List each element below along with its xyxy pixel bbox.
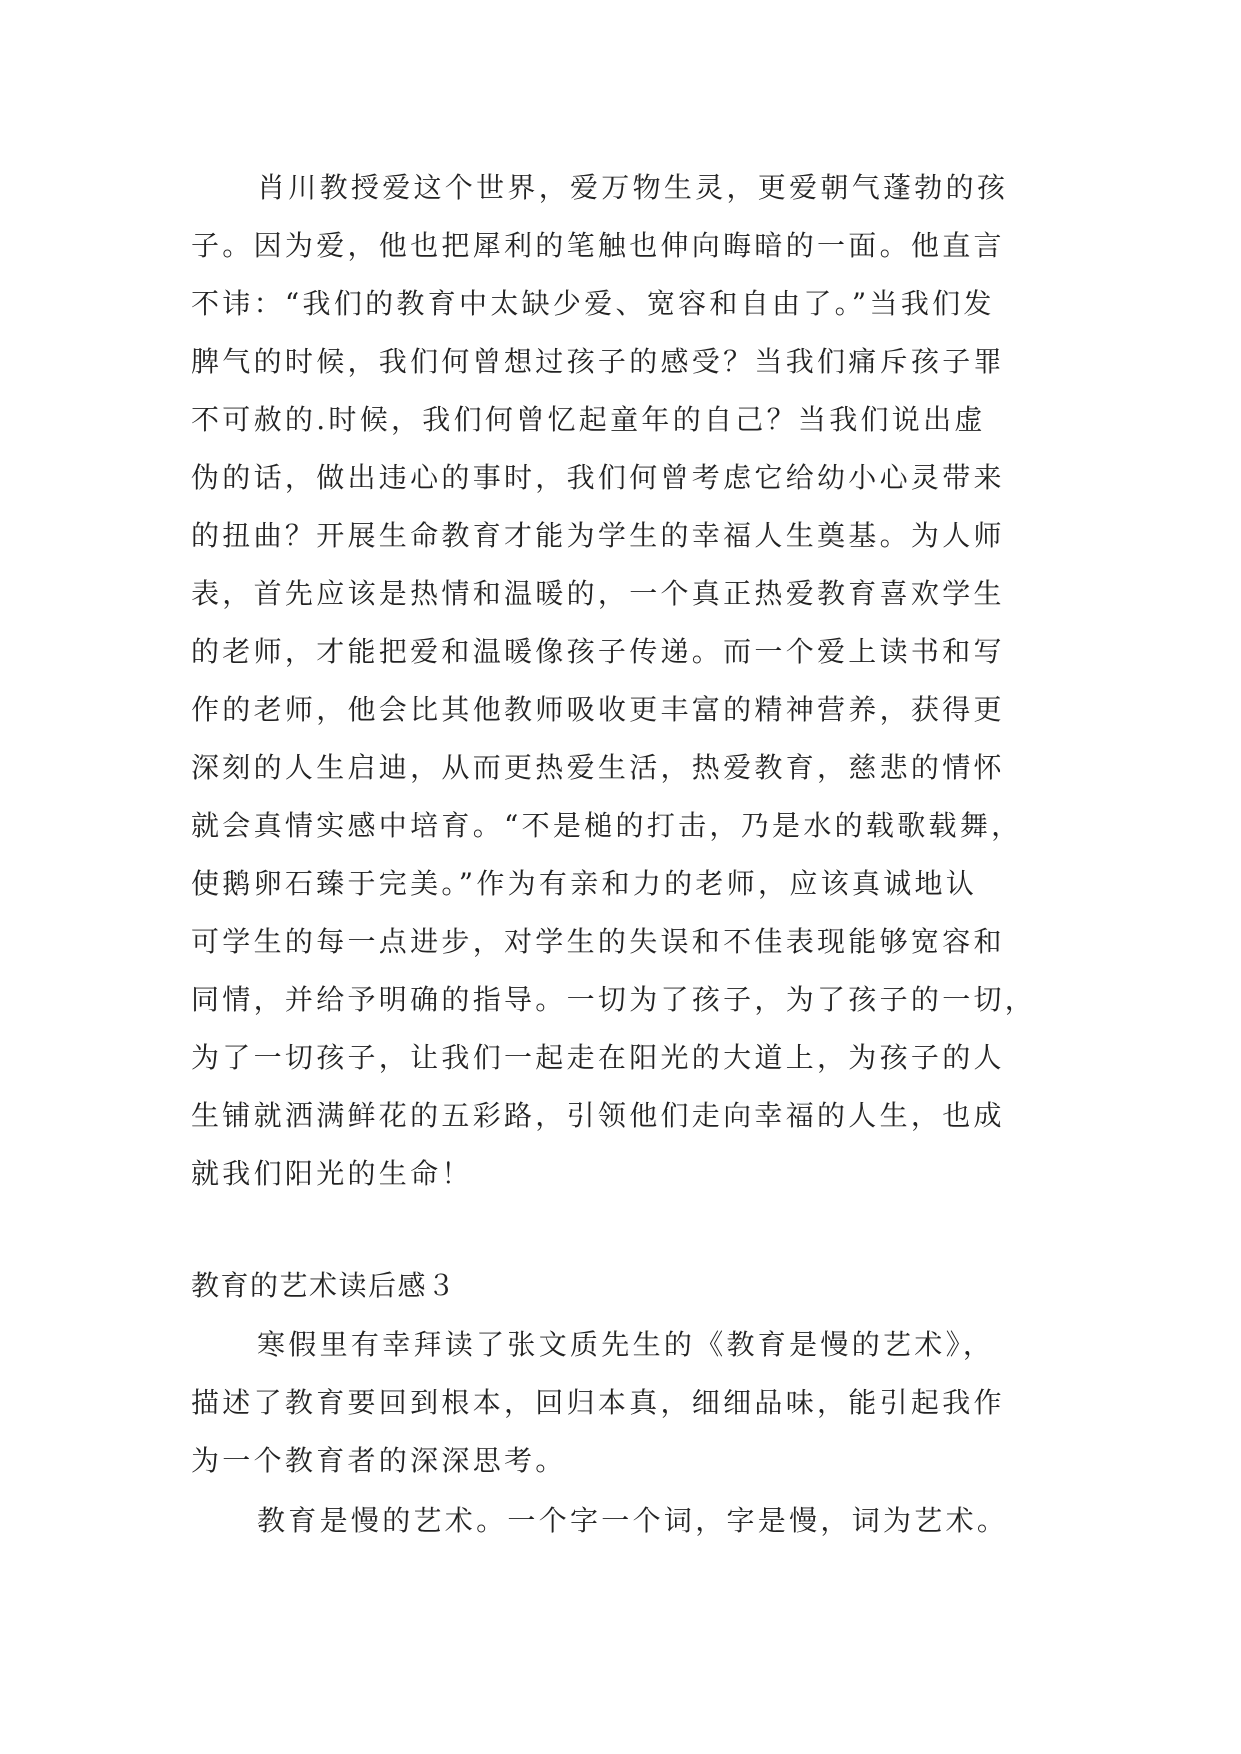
text-line: 可学生的每一点进步，对学生的失误和不佳表现能够宽容和 <box>191 925 1005 958</box>
text-line: 深刻的人生启迪，从而更热爱生活，热爱教育，慈悲的情怀 <box>191 751 1005 784</box>
paragraph-3 <box>191 1492 1071 1550</box>
text-line: 脾气的时候，我们何曾想过孩子的感受？当我们痛斥孩子罪 <box>191 345 1005 378</box>
text-line: 子。因为爱，他也把犀利的笔触也伸向晦暗的一面。他直言 <box>191 229 1005 262</box>
text-line: 肖川教授爱这个世界，爱万物生灵，更爱朝气蓬勃的孩 <box>257 171 1009 204</box>
text-line: 描述了教育要回到根本，回归本真，细细品味，能引起我作 <box>191 1386 1005 1419</box>
text-line: 生铺就洒满鲜花的五彩路，引领他们走向幸福的人生，也成 <box>191 1099 1005 1132</box>
text-line: 教育是慢的艺术。一个字一个词，字是慢，词为艺术。 <box>257 1504 1009 1537</box>
text-line: 就会真情实感中培育。“不是槌的打击，乃是水的载歌载舞， <box>191 809 1023 842</box>
text-line: 伪的话，做出违心的事时，我们何曾考虑它给幼小心灵带来 <box>191 461 1005 494</box>
text-line: 不可赦的.时候，我们何曾忆起童年的自己？当我们说出虚 <box>191 403 986 436</box>
paragraph-1 <box>191 159 1071 1203</box>
text-line: 寒假里有幸拜读了张文质先生的《教育是慢的艺术》， <box>257 1328 995 1361</box>
text-line: 就我们阳光的生命！ <box>191 1157 473 1190</box>
text-line: 使鹅卵石臻于完美。”作为有亲和力的老师，应该真诚地认 <box>191 867 978 900</box>
text-line: 不讳：“我们的教育中太缺少爱、宽容和自由了。”当我们发 <box>191 287 995 320</box>
text-line: 表，首先应该是热情和温暖的，一个真正热爱教育喜欢学生 <box>191 577 1005 610</box>
text-line: 为了一切孩子，让我们一起走在阳光的大道上，为孩子的人 <box>191 1041 1005 1074</box>
text-line: 的扭曲？开展生命教育才能为学生的幸福人生奠基。为人师 <box>191 519 1005 552</box>
text-line: 作的老师，他会比其他教师吸收更丰富的精神营养，获得更 <box>191 693 1005 726</box>
paragraph-2 <box>191 1316 1071 1490</box>
text-line: 的老师，才能把爱和温暖像孩子传递。而一个爱上读书和写 <box>191 635 1005 668</box>
section-heading: 教育的艺术读后感３ <box>191 1269 457 1302</box>
text-line: 同情，并给予明确的指导。一切为了孩子，为了孩子的一切， <box>191 983 1037 1016</box>
text-line: 为一个教育者的深深思考。 <box>191 1444 567 1477</box>
